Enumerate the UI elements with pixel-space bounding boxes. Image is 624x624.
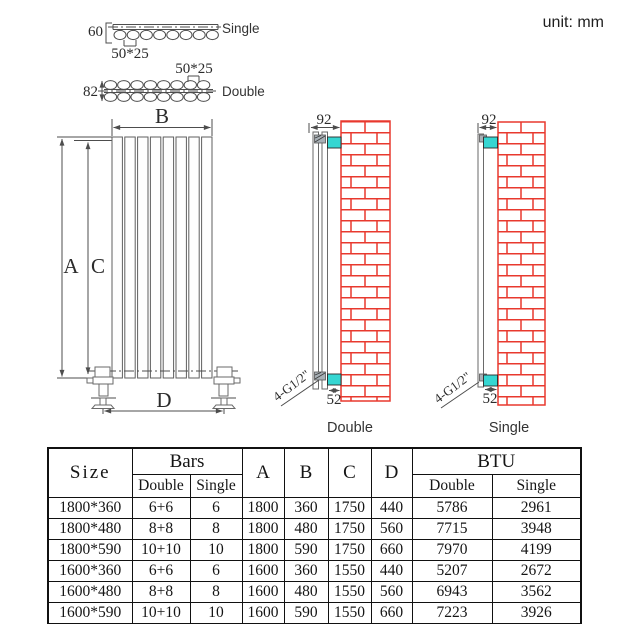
- cell: 1550: [328, 561, 371, 582]
- cell: 560: [371, 519, 412, 540]
- cell: 7970: [412, 540, 492, 561]
- cell: 2672: [492, 561, 581, 582]
- wall-bracket: [328, 137, 342, 148]
- cell: 480: [284, 582, 328, 603]
- single-tube-size: 50*25: [111, 46, 149, 62]
- table-row: [48, 582, 581, 603]
- cell: 4199: [492, 540, 581, 561]
- double-tube-size: 50*25: [175, 61, 213, 77]
- side-view-caption: Single: [488, 420, 530, 436]
- cell: 1600*360: [48, 561, 132, 582]
- cell: 8+8: [132, 582, 190, 603]
- depth-dim: 92: [316, 112, 332, 128]
- col-header-btu-double: Double: [412, 475, 492, 498]
- double-height-dim: 82: [83, 84, 98, 100]
- radiator-slab-front: [313, 132, 319, 389]
- cell: 440: [371, 561, 412, 582]
- bottom-gap-dim: 52: [326, 392, 342, 408]
- dim-b-label: B: [154, 104, 170, 128]
- brick-wall: [341, 121, 390, 401]
- cell: 7715: [412, 519, 492, 540]
- cell: 360: [284, 561, 328, 582]
- cross-section-double: [83, 61, 265, 101]
- dim-a-label: A: [63, 254, 79, 278]
- cell: 6+6: [132, 561, 190, 582]
- col-header-btu-single: Single: [492, 475, 581, 498]
- cell: 1800: [242, 540, 284, 561]
- wall-bracket: [328, 374, 342, 385]
- cell: 10+10: [132, 540, 190, 561]
- connection-label: 4-G1/2": [269, 366, 313, 405]
- single-tube-row: [114, 30, 218, 39]
- cell: 3948: [492, 519, 581, 540]
- table-row: [48, 519, 581, 540]
- cell: 6943: [412, 582, 492, 603]
- double-section-label: Double: [222, 84, 265, 99]
- cell: 480: [284, 519, 328, 540]
- col-header-c: C: [328, 448, 371, 498]
- cell: 1550: [328, 582, 371, 603]
- cell: 10+10: [132, 603, 190, 624]
- cell: 8+8: [132, 519, 190, 540]
- valve-right: [211, 367, 240, 409]
- cell: 6: [190, 498, 242, 519]
- side-view-single: [431, 112, 545, 436]
- cell: 1600*480: [48, 582, 132, 603]
- cell: 660: [371, 603, 412, 624]
- cell: 7223: [412, 603, 492, 624]
- cell: 1550: [328, 603, 371, 624]
- radiator-slab-rear: [322, 132, 328, 389]
- table-row: [48, 498, 581, 519]
- brick-wall: [498, 122, 545, 405]
- side-view-caption: Double: [327, 420, 373, 436]
- cell: 590: [284, 540, 328, 561]
- single-section-label: Single: [222, 21, 260, 36]
- cell: 1800: [242, 519, 284, 540]
- spec-table: [47, 447, 582, 624]
- col-header-d: D: [371, 448, 412, 498]
- cell: 1600: [242, 603, 284, 624]
- cell: 660: [371, 540, 412, 561]
- table-row: [48, 603, 581, 624]
- bottom-gap-dim: 52: [482, 391, 498, 407]
- cell: 3562: [492, 582, 581, 603]
- cell: 5207: [412, 561, 492, 582]
- height-bracket: [106, 23, 112, 43]
- unit-label: unit: mm: [542, 14, 604, 31]
- cell: 1600: [242, 582, 284, 603]
- cell: 560: [371, 582, 412, 603]
- col-header-bars-single: Single: [190, 475, 242, 498]
- table-row: [48, 540, 581, 561]
- cell: 590: [284, 603, 328, 624]
- col-header-b: B: [284, 448, 328, 498]
- cell: 1800*360: [48, 498, 132, 519]
- table-header-row-1: [48, 448, 581, 475]
- col-header-bars-double: Double: [132, 475, 190, 498]
- connection-label: 4-G1/2": [430, 368, 474, 407]
- cell: 1750: [328, 540, 371, 561]
- col-header-btu: BTU: [412, 448, 581, 475]
- front-view: [57, 104, 240, 414]
- col-header-bars: Bars: [132, 448, 242, 475]
- col-header-a: A: [242, 448, 284, 498]
- cell: 6: [190, 561, 242, 582]
- wall-bracket: [484, 375, 498, 386]
- cell: 1800*480: [48, 519, 132, 540]
- cell: 360: [284, 498, 328, 519]
- cell: 1600*590: [48, 603, 132, 624]
- side-view-double: [270, 112, 390, 436]
- cross-section-single: [88, 21, 260, 62]
- cell: 1800*590: [48, 540, 132, 561]
- table-row: [48, 561, 581, 582]
- cell: 8: [190, 582, 242, 603]
- cell: 1800: [242, 498, 284, 519]
- radiator-slab: [478, 134, 484, 387]
- depth-dim: 92: [481, 112, 497, 128]
- dim-d-label: D: [156, 388, 172, 412]
- radiator-panels: [112, 137, 212, 378]
- cell: 5786: [412, 498, 492, 519]
- cell: 6+6: [132, 498, 190, 519]
- single-height-dim: 60: [88, 24, 103, 40]
- wall-bracket: [484, 137, 498, 148]
- col-header-size: Size: [48, 448, 132, 498]
- dim-c-label: C: [90, 254, 106, 278]
- cell: 8: [190, 519, 242, 540]
- cell: 1750: [328, 519, 371, 540]
- cell: 2961: [492, 498, 581, 519]
- cell: 10: [190, 540, 242, 561]
- cell: 3926: [492, 603, 581, 624]
- cell: 440: [371, 498, 412, 519]
- cell: 1750: [328, 498, 371, 519]
- cell: 1600: [242, 561, 284, 582]
- cell: 10: [190, 603, 242, 624]
